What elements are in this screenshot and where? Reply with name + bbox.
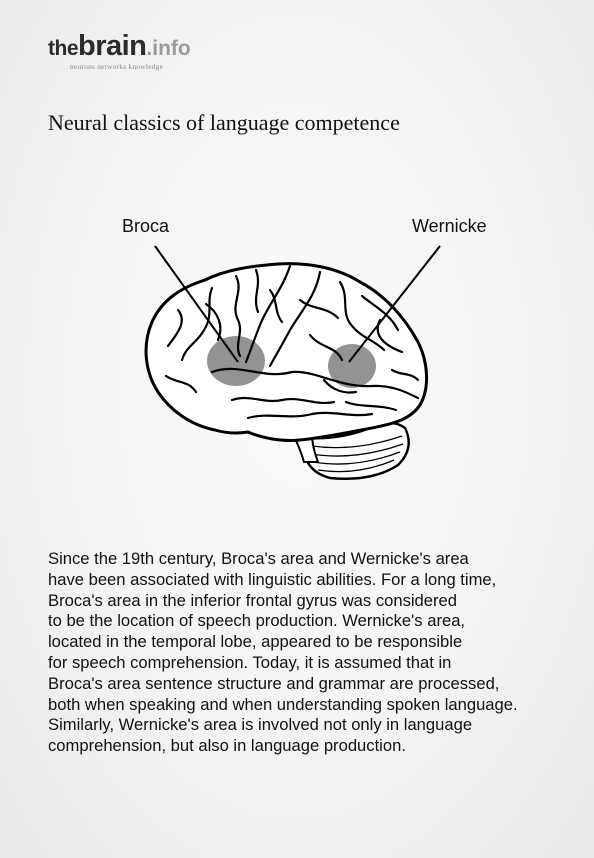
logo-wordmark [48, 32, 191, 61]
description-line: for speech comprehension. Today, it is assumed that in [48, 652, 452, 672]
broca-area [207, 336, 265, 386]
description-line: Since the 19th century, Broca's area and Wernicke's area [48, 549, 469, 568]
logo [48, 32, 248, 76]
description-line: to be the location of speech production. Wernicke's area, [48, 611, 466, 631]
cerebrum-outline [146, 264, 427, 441]
logo-tagline: neurons networks knowledge [70, 62, 164, 71]
description-line: Broca's area in the inferior frontal gyrus was considered [48, 590, 457, 610]
description-line: Similarly, Wernicke's area is involved not only in language [48, 715, 473, 735]
broca-label: Broca [122, 216, 170, 236]
description-line: Broca's area sentence structure and grammar are processed, [48, 673, 500, 693]
brain-diagram [0, 200, 594, 500]
page-title: Neural classics of language competence [48, 110, 400, 135]
wernicke-label: Wernicke [412, 216, 487, 236]
description-line: comprehension, but also in language production. [48, 736, 406, 756]
logo-brain-text: brain [78, 30, 147, 62]
description-line: located in the temporal lobe, appeared to be responsible [48, 632, 463, 652]
logo-the-text: the [48, 37, 78, 60]
logo-info-text: .info [146, 37, 191, 60]
description-line: both when speaking and when understanding spoken language. [48, 694, 518, 714]
description-paragraph [48, 549, 578, 757]
description-line: have been associated with linguistic abilities. For a long time, [48, 569, 497, 589]
